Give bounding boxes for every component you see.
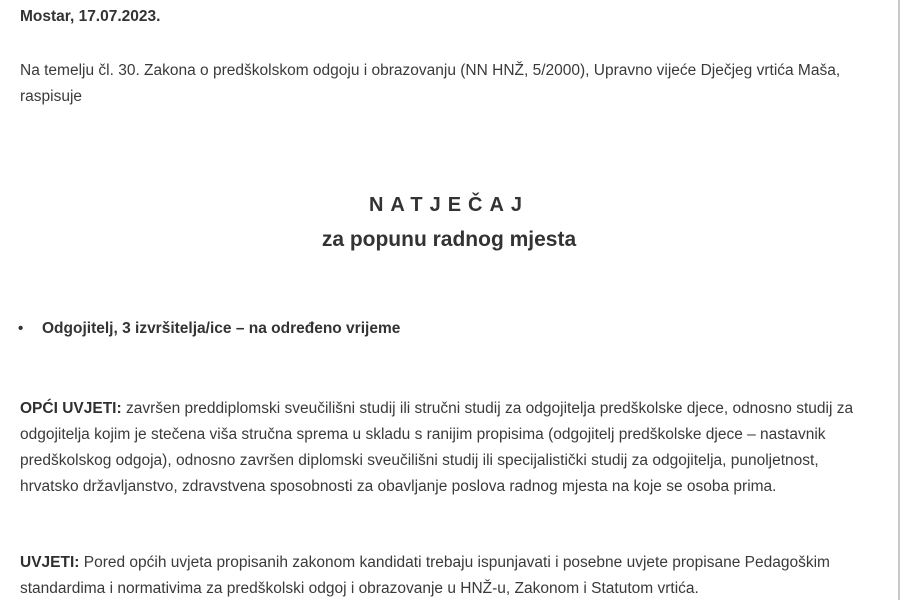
- document-subtitle: za popunu radnog mjesta: [321, 228, 577, 251]
- general-conditions-label: OPĆI UVJETI:: [20, 400, 122, 417]
- general-conditions-text: završen preddiplomski sveučilišni studij ili stručni studij za odgojitelja predškolske djece, odnosno studij za odgojitelja kojim je stečena viša stručna sprema u skladu s ranijim propisima (odgojitelj predškolske djece – nastavnik predškolskog odgoja), odnosno završen diplomski sveučilišni studij ili specijalistički studij za odgojitelja, punoljetnost, hrvatsko državljanstvo, zdravstvena sposobnosti za obavljanje poslova radnog mjesta na koje se osoba prima.: [20, 400, 854, 495]
- conditions-label: UVJETI:: [20, 554, 80, 571]
- intro-paragraph: Na temelju čl. 30. Zakona o predškolskom odgoju i obrazovanju (NN HNŽ, 5/2000), Upravno vijeće Dječjeg vrtića Maša, raspisuje: [20, 62, 841, 105]
- position-label: Odgojitelj, 3 izvršitelja/ice – na određeno vrijeme: [42, 320, 401, 337]
- heading-block: [0, 188, 898, 258]
- conditions-text: Pored općih uvjeta propisanih zakonom kandidati trebaju ispunjavati i posebne uvjete propisane Pedagoškim standardima i normativima za predškolski odgoj i obrazovanje u HNŽ-u, Zakonom i Statutom vrtića.: [20, 554, 830, 597]
- document-title: NATJEČAJ: [368, 194, 530, 216]
- list-item: [0, 314, 400, 344]
- date-line: Mostar, 17.07.2023.: [20, 8, 161, 25]
- positions-list: [0, 314, 400, 344]
- page-edge-divider: [898, 0, 900, 600]
- general-conditions-paragraph: [20, 396, 880, 500]
- bullet-icon: •: [18, 320, 24, 337]
- conditions-paragraph: [20, 550, 880, 602]
